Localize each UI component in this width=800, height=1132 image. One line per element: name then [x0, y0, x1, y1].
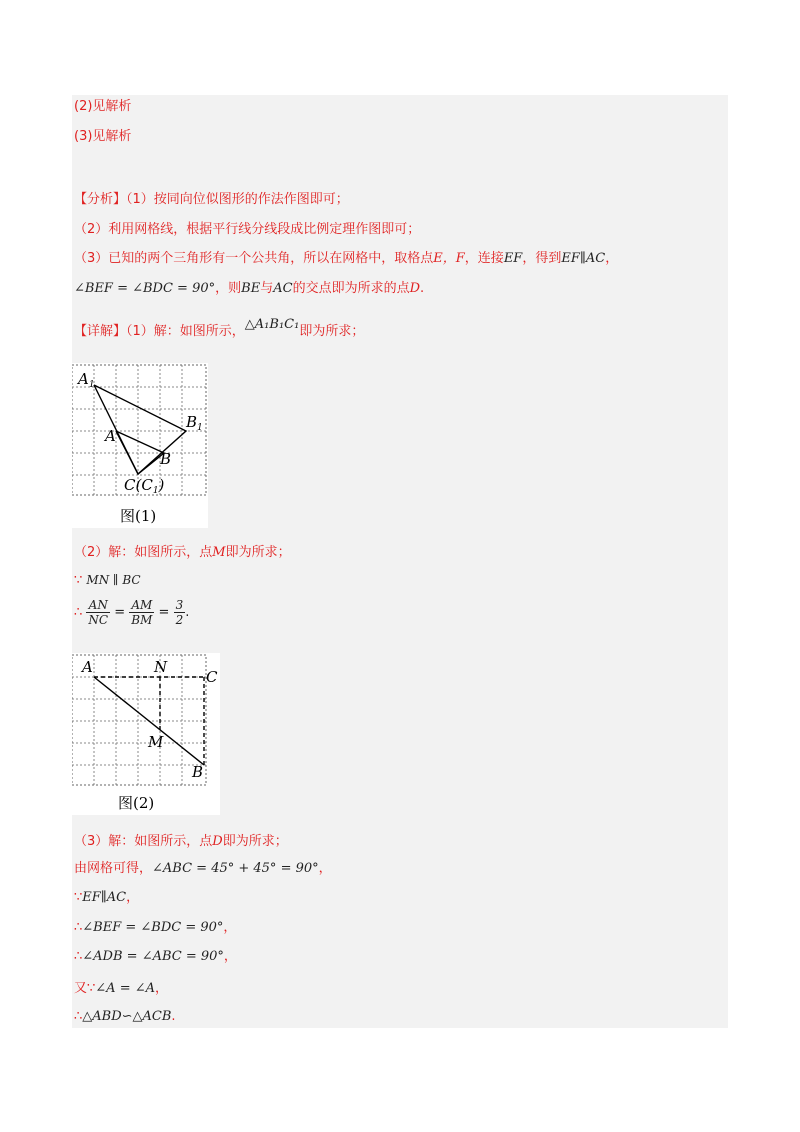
part3-similar: △ABD∽△ACB	[82, 1009, 172, 1024]
part3-end-1: 即为所求；	[222, 834, 288, 849]
answer-3: (3)见解析	[74, 129, 132, 144]
analysis-end-3: ，	[605, 251, 619, 266]
part2-line-1	[74, 543, 291, 563]
analysis-line-2: （2）利用网格线，根据平行线分线段成比例定理作图即可；	[74, 222, 421, 237]
part3-end-6: ，	[155, 981, 169, 996]
part2-line-2	[74, 570, 141, 591]
analysis-ef: EF	[503, 251, 523, 266]
part3-end-4: ，	[223, 920, 237, 935]
part3-angle-bef: ∠BEF = ∠BDC = 90°	[82, 920, 224, 935]
analysis-line-3	[74, 249, 618, 269]
fig1-label-c: $C(C_1)$	[124, 476, 165, 496]
fig2-label-n: N	[154, 658, 168, 676]
analysis-text-4: 的交点即为所求的点	[292, 281, 410, 296]
fig2-label-a: A	[82, 658, 93, 676]
part2-end-1: 即为所求；	[225, 545, 291, 560]
analysis-points: E，F	[433, 251, 465, 266]
analysis-end-4: .	[420, 281, 425, 296]
part3-line-5	[74, 947, 237, 967]
fig1-caption: 图(1)	[120, 507, 157, 525]
part3-angle-a: ∠A = ∠A	[95, 981, 155, 996]
part2-text-1: （2）解：如图所示，点	[74, 545, 213, 560]
analysis-line-4	[74, 279, 424, 299]
analysis-be: BE	[241, 281, 261, 296]
analysis-angle-eq: ∠BEF = ∠BDC = 90°	[74, 281, 216, 296]
part3-text-2: 由网格可得，	[74, 861, 153, 876]
fraction-an-nc: $\frac{AN}{NC}$	[88, 598, 109, 627]
part3-line-3	[74, 888, 139, 908]
fig2-label-b: B	[192, 763, 204, 781]
detail-triangle: △A₁B₁C₁	[244, 317, 300, 332]
fig2-label-m: M	[148, 733, 164, 751]
part3-d: D	[212, 834, 223, 849]
part3-line-1	[74, 832, 288, 852]
analysis-then: ，则	[215, 281, 242, 296]
fig1-label-a: A	[105, 427, 116, 445]
fig2-caption: 图(2)	[118, 794, 155, 812]
part3-also-because: 又∵	[74, 981, 96, 996]
part3-end-7: .	[171, 1009, 176, 1024]
equals-1: =	[114, 605, 126, 620]
part3-end-2: ，	[318, 861, 332, 876]
fraction-am-bm: $\frac{AM}{BM}$	[131, 598, 153, 627]
part3-therefore-1: ∴	[74, 920, 83, 935]
fig1-label-b1: $B_1$	[186, 413, 203, 433]
analysis-get: ，得到	[522, 251, 562, 266]
part3-therefore-3: ∴	[74, 1009, 83, 1024]
detail-line-1	[74, 317, 365, 342]
part3-text-1: （3）解：如图所示，点	[74, 834, 213, 849]
fig2-label-c: C	[206, 668, 218, 686]
analysis-text-1: （1）按同向位似图形的作法作图即可；	[126, 192, 349, 207]
detail-text-1: （1）解：如图所示，	[126, 324, 245, 339]
part3-line-2	[74, 859, 332, 879]
fraction-3-2: $\frac{3}{2}$	[175, 598, 184, 627]
fig1-label-b: B	[160, 450, 172, 468]
part3-parallel: EF∥AC	[82, 890, 127, 905]
equals-2: =	[158, 605, 170, 620]
part3-because: ∵	[74, 890, 83, 905]
part3-line-7	[74, 1007, 176, 1027]
analysis-text-3: （3）已知的两个三角形有一个公共角，所以在网格中，取格点	[74, 251, 434, 266]
analysis-line-1	[74, 190, 349, 210]
part2-line-3	[74, 598, 189, 628]
answer-2: (2)见解析	[74, 99, 132, 114]
part3-end-5: ，	[223, 949, 237, 964]
part3-angle-adb: ∠ADB = ∠ABC = 90°	[82, 949, 224, 964]
analysis-ac: AC	[273, 281, 293, 296]
because-symbol: ∵	[74, 573, 83, 588]
analysis-d: D	[409, 281, 421, 296]
detail-end-1: 即为所求；	[299, 324, 365, 339]
analysis-relation: EF∥AC	[561, 251, 606, 266]
analysis-with: 与	[260, 281, 274, 296]
therefore-symbol: ∴	[74, 605, 83, 620]
part2-period: .	[185, 605, 190, 620]
figure-1	[72, 363, 208, 528]
part2-m: M	[212, 545, 226, 560]
fig1-label-a1: $A_1$	[78, 370, 95, 390]
part3-angle-abc: ∠ABC = 45° + 45° = 90°	[152, 861, 319, 876]
part3-therefore-2: ∴	[74, 949, 83, 964]
detail-tag: 【详解】	[74, 324, 127, 339]
part3-end-3: ，	[126, 890, 140, 905]
analysis-tag: 【分析】	[74, 192, 127, 207]
figure-2	[72, 653, 220, 815]
part3-line-6	[74, 979, 168, 999]
part3-line-4	[74, 918, 236, 938]
analysis-connect: ，连接	[464, 251, 504, 266]
part2-parallel: MN ∥ BC	[86, 573, 141, 587]
